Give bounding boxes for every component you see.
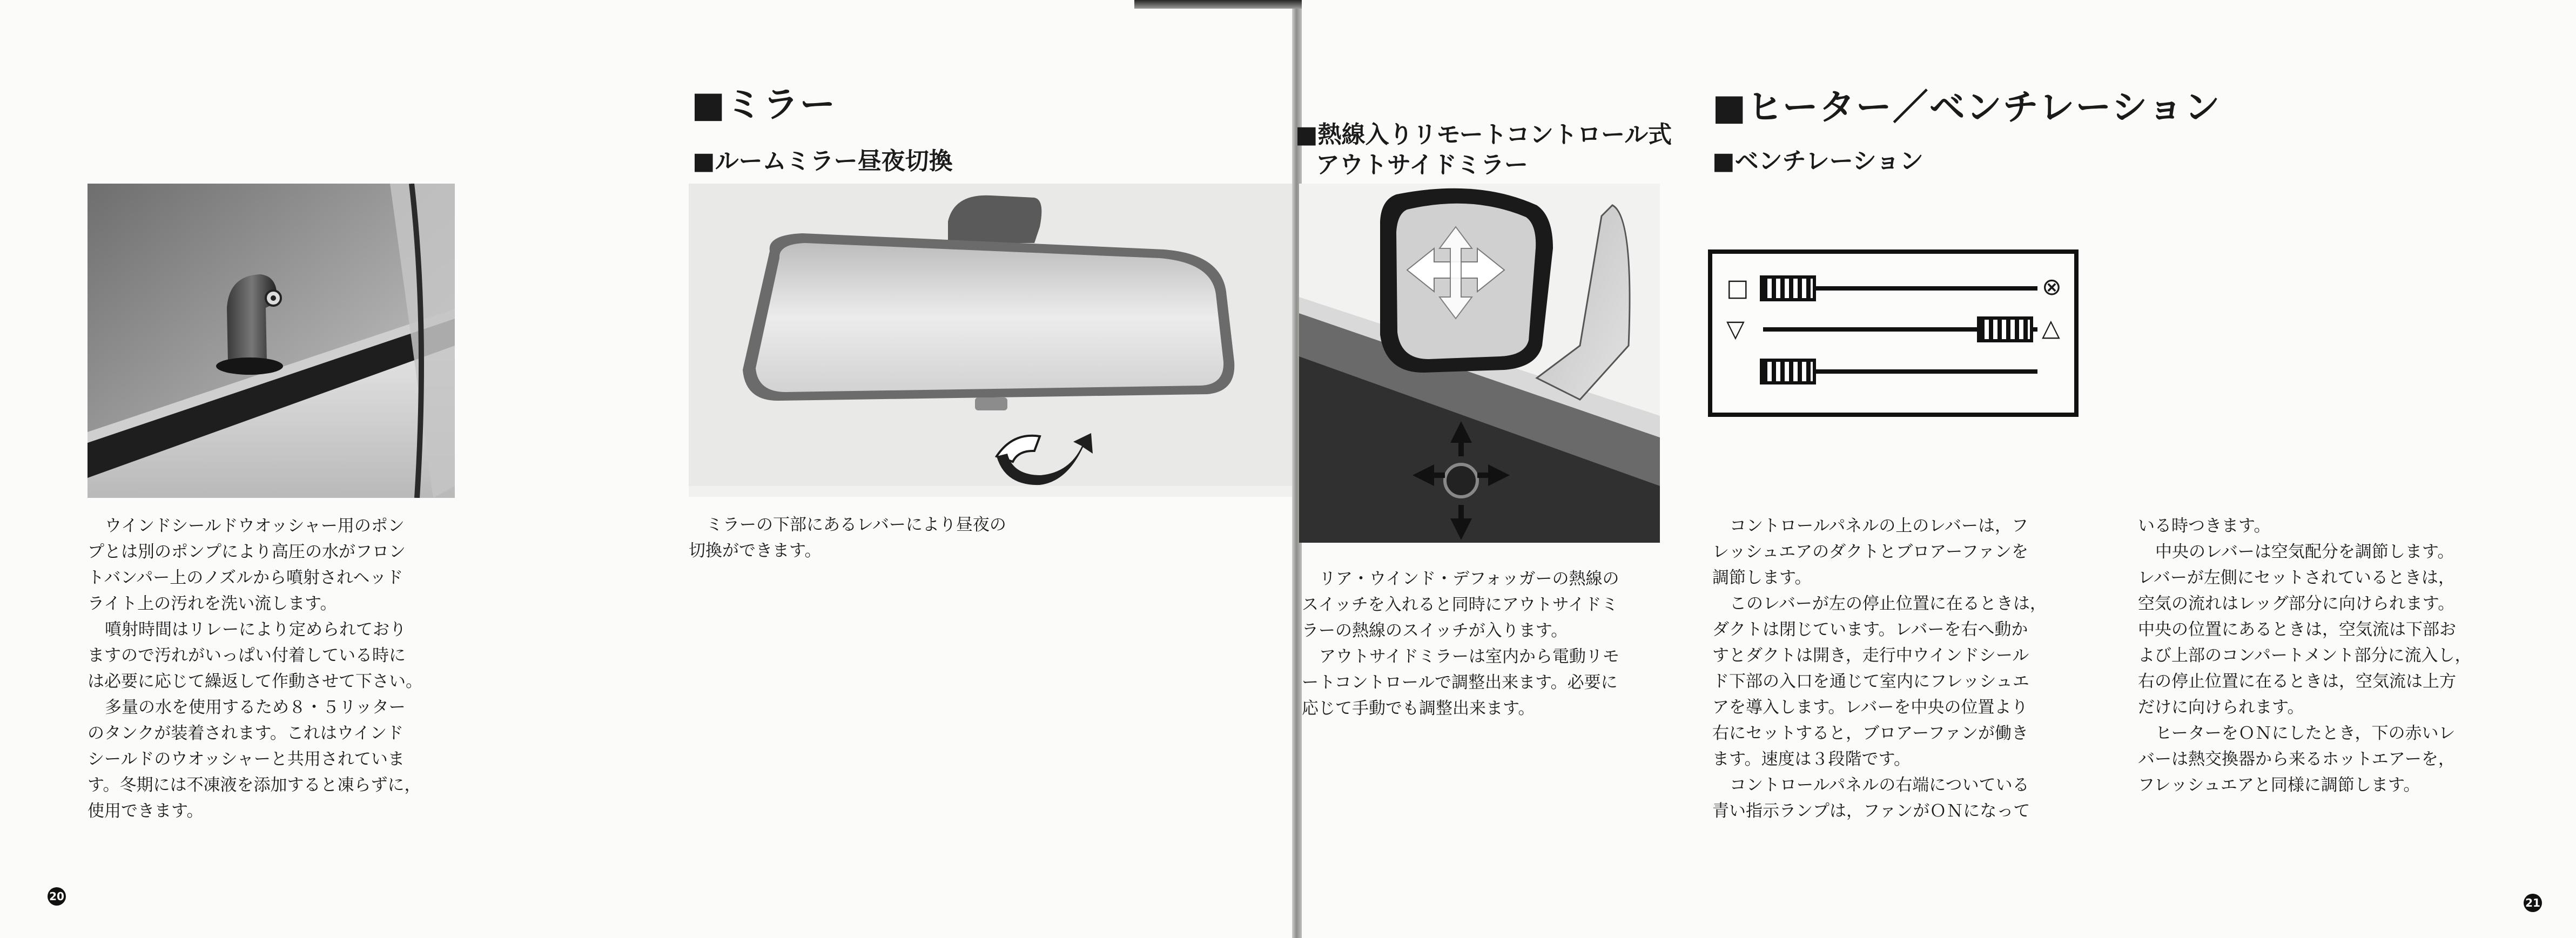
- washer-line-10: シールドのウオッシャーと共用されていま: [88, 750, 405, 769]
- vent-col1-line-8: アを導入します。レバーを中央の位置より: [1712, 698, 2028, 717]
- fan-symbol: ⊗: [2042, 273, 2062, 301]
- outside-mirror-line-3: ラーの熱線のスイッチが入ります。: [1302, 621, 1568, 640]
- washer-line-9: のタンクが装着されます。これはウインド: [88, 724, 403, 743]
- outside-mirror-line-4: アウトサイドミラーは室内から電動リモ: [1319, 647, 1619, 666]
- washer-line-5: 噴射時間はリレーにより定められており: [105, 620, 406, 639]
- washer-line-3: トバンパー上のノズルから噴射されヘッド: [88, 568, 403, 588]
- fresh-air-lever-knob: [1760, 275, 1816, 301]
- ventilation-heading: ■ベンチレーション: [1712, 147, 1923, 175]
- outside-mirror-photo: [1299, 184, 1660, 543]
- vent-col2-line-3: レバーが左側にセットされているときは，: [2138, 568, 2455, 588]
- washer-line-1: ウインドシールドウオッシャー用のポン: [105, 516, 405, 536]
- vent-col1-line-6: すとダクトは開き，走行中ウインドシール: [1712, 646, 2029, 665]
- ventilation-control-diagram: [1708, 249, 2079, 417]
- page-number-right: 21: [2524, 894, 2542, 912]
- outside-mirror-line-2: スイッチを入れると同時にアウトサイドミ: [1302, 595, 1618, 615]
- ventilation-description-col2: [2138, 513, 2472, 798]
- vent-col2-line-8: だけに向けられます。: [2138, 698, 2304, 717]
- outside-mirror-line-1: リア・ウインド・デフォッガーの熱線の: [1319, 569, 1619, 589]
- outside-mirror-line-6: 応じて手動でも調整出来ます。: [1302, 699, 1535, 718]
- washer-line-7: は必要に応じて繰返して作動させて下さい。: [88, 672, 422, 691]
- headlight-washer-photo: [88, 184, 455, 498]
- room-mirror-photo: [689, 184, 1292, 497]
- vent-col1-line-5: ダクトは閉じています。レバーを右へ動か: [1712, 620, 2028, 639]
- mirror-heading: ■ミラー: [691, 84, 837, 125]
- ventilation-description-col1: [1712, 513, 2047, 824]
- vent-col2-line-5: 中央の位置にあるときは，空気流は下部お: [2138, 620, 2456, 639]
- washer-line-2: プとは別のポンプにより高圧の水がフロン: [88, 542, 406, 562]
- washer-line-4: ライト上の汚れを洗い流します。: [88, 594, 337, 613]
- vent-col2-line-1: いる時つきます。: [2138, 516, 2271, 536]
- outside-mirror-heading-line-1: ■熱線入りリモートコントロール式: [1295, 121, 1672, 149]
- outside-mirror-line-5: ートコントロールで調整出来ます。必要に: [1302, 673, 1618, 692]
- vent-col1-line-3: 調節します。: [1712, 568, 1812, 588]
- room-mirror-description: [689, 512, 1006, 564]
- fresh-air-symbol: □: [1726, 274, 1749, 302]
- vent-col1-line-11: コントロールパネルの右端についている: [1730, 775, 2029, 795]
- vent-col2-line-4: 空気の流れはレッグ部分に向けられます。: [2138, 594, 2455, 613]
- distribution-lever-knob: [1977, 316, 2033, 342]
- outside-mirror-description: [1302, 566, 1619, 721]
- footwell-symbol: ▽: [1726, 315, 1745, 343]
- vent-col1-line-9: 右にセットすると，ブロアーファンが働き: [1712, 724, 2028, 743]
- vent-col1-line-10: ます。速度は３段階です。: [1712, 750, 1911, 769]
- vent-col2-line-9: ヒーターをＯＮにしたとき，下の赤いレ: [2155, 724, 2456, 743]
- outside-mirror-heading-line-2: アウトサイドミラー: [1316, 151, 1528, 179]
- heat-lever-knob: [1760, 359, 1816, 384]
- vent-col2-line-11: フレッシュエアと同様に調節します。: [2138, 775, 2420, 795]
- outside-mirror-heading: [1295, 120, 1672, 180]
- outside-mirror-illustration: [1299, 184, 1660, 543]
- page-number-left: 20: [48, 887, 66, 906]
- vent-col1-line-12: 青い指示ランプは，ファンがＯＮになって: [1712, 801, 2030, 821]
- vent-col1-line-7: ド下部の入口を通じて室内にフレッシュエ: [1712, 672, 2029, 691]
- washer-description: [88, 513, 422, 824]
- vent-col2-line-7: 右の停止位置に在るときは，空気流は上方: [2138, 672, 2456, 691]
- rear-view-mirror-illustration: [689, 184, 1292, 497]
- vent-col2-line-6: よび上部のコンパートメント部分に流入し，: [2138, 646, 2472, 665]
- washer-line-11: す。冬期には不凍液を添加すると凍らずに，: [88, 775, 421, 795]
- windscreen-symbol: △: [2042, 314, 2060, 342]
- heater-ventilation-heading: ■ヒーター／ベンチレーション: [1712, 86, 2221, 128]
- vent-col2-line-2: 中央のレバーは空気配分を調節します。: [2155, 542, 2454, 562]
- vent-col2-line-10: バーは熱交換器から来るホットエアーを，: [2138, 750, 2455, 769]
- washer-line-6: ますので汚れがいっぱい付着している時に: [88, 646, 406, 665]
- washer-line-8: 多量の水を使用するため８・５リッター: [105, 698, 406, 717]
- room-mirror-heading: ■ルームミラー昼夜切換: [692, 147, 953, 175]
- room-mirror-line-2: 切換ができます。: [689, 541, 822, 561]
- room-mirror-line-1: ミラーの下部にあるレバーにより昼夜の: [706, 515, 1006, 535]
- vent-col1-line-4: このレバーが左の停止位置に在るときは，: [1730, 594, 2047, 613]
- vent-col1-line-1: コントロールパネルの上のレバーは，フ: [1730, 516, 2029, 536]
- washer-nozzle-illustration: [88, 184, 455, 498]
- vent-col1-line-2: レッシュエアのダクトとブロアーファンを: [1712, 542, 2028, 562]
- washer-line-12: 使用できます。: [88, 801, 204, 821]
